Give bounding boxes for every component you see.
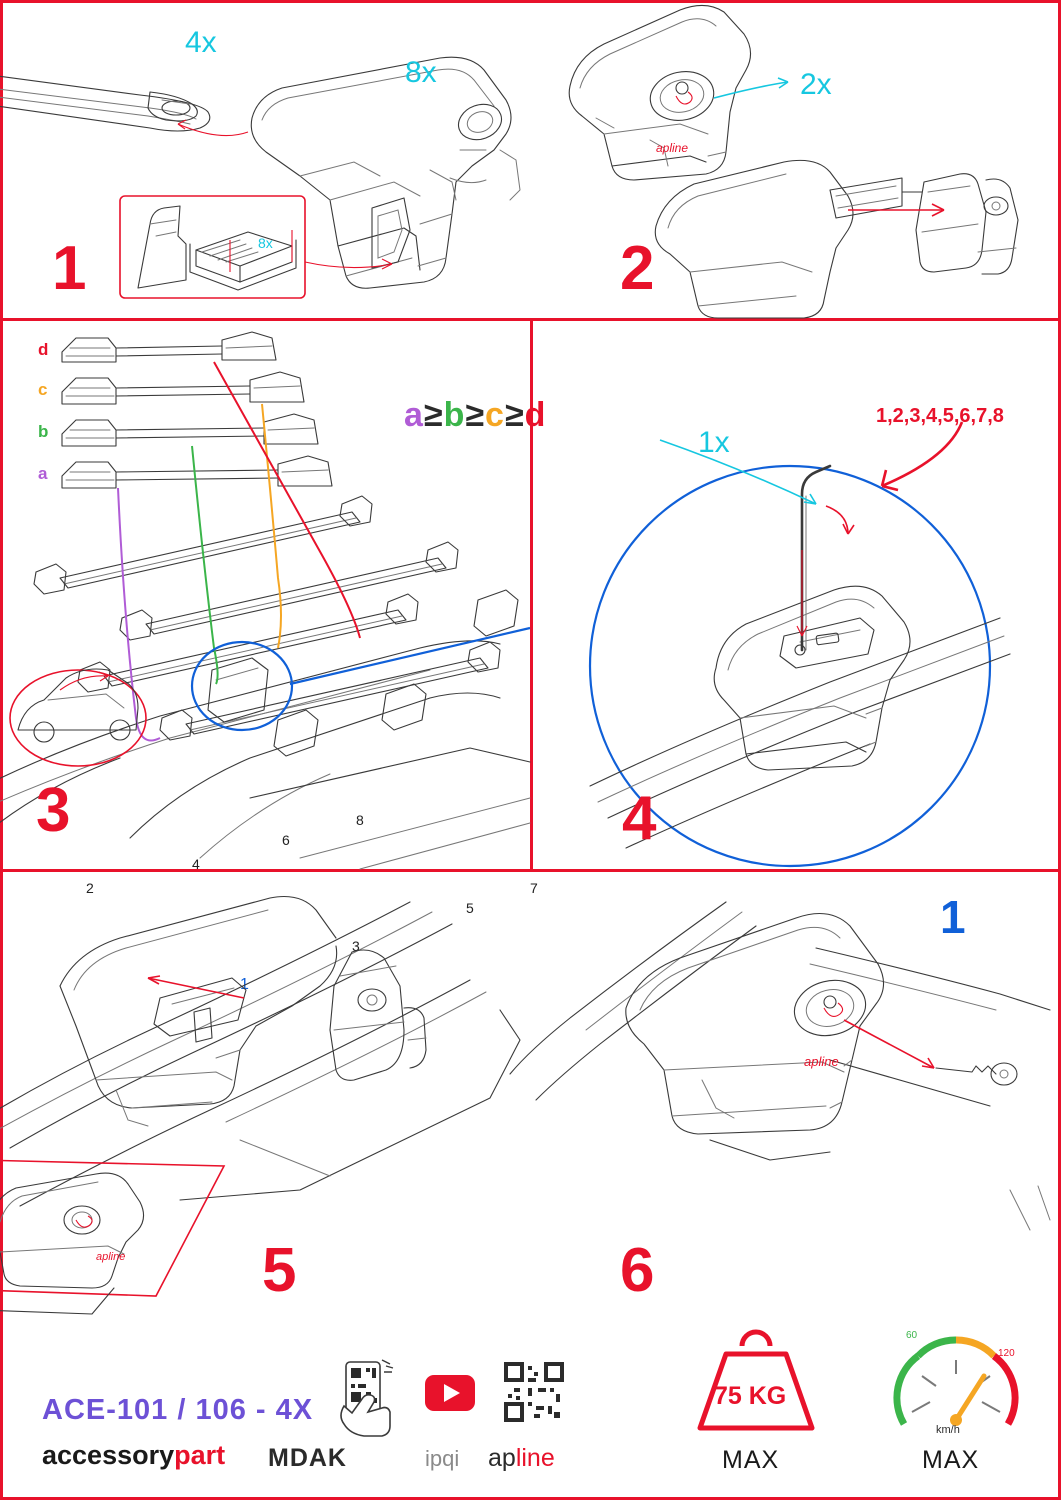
mdak-logo: MDAK xyxy=(268,1444,347,1472)
apline-logo xyxy=(488,1444,555,1473)
quantity-8x: 8x xyxy=(405,56,437,89)
ineq-d: d xyxy=(524,396,547,434)
ineq-a: a xyxy=(404,396,424,434)
position-number-4: 4 xyxy=(192,856,200,872)
step-number-5: 5 xyxy=(262,1236,297,1305)
ineq-ge-2: ≥ xyxy=(465,396,486,434)
speed-unit-label: km/h xyxy=(936,1424,960,1436)
step-4-callout-number: 1 xyxy=(940,891,966,943)
svg-text:apline: apline xyxy=(804,1054,839,1069)
quantity-8x-detail: 8x xyxy=(258,235,273,251)
ipqi-logo: ipqi xyxy=(425,1446,460,1471)
position-number-3: 3 xyxy=(352,938,360,954)
step-2-illustration xyxy=(530,0,1061,318)
step-number-6: 6 xyxy=(620,1236,655,1305)
svg-text:apline: apline xyxy=(96,1251,126,1263)
seq-text: 1,2,3,4,5,6,7,8 xyxy=(876,405,1004,427)
quantity-1x: 1x xyxy=(698,426,730,459)
pad-label-d: d xyxy=(38,340,49,359)
pad-label-b: b xyxy=(38,422,49,441)
product-code: ACE-101 / 106 - 4X xyxy=(42,1394,314,1426)
speed-limit-caption: MAX xyxy=(922,1446,980,1474)
ineq-ge-1: ≥ xyxy=(423,396,444,434)
separator-2 xyxy=(0,869,1061,872)
pad-label-c: c xyxy=(38,380,48,399)
position-number-8: 8 xyxy=(356,812,364,828)
ineq-ge-3: ≥ xyxy=(504,396,525,434)
step-6-illustration xyxy=(530,890,1061,1270)
step-number-4: 4 xyxy=(622,784,657,853)
apline-logo-ap: ap xyxy=(488,1444,516,1472)
youtube-icon[interactable] xyxy=(424,1374,476,1412)
step-number-3: 3 xyxy=(36,776,71,845)
brand-accessorypart xyxy=(42,1440,225,1471)
apline-logo-line: line xyxy=(515,1444,555,1472)
brand-part-part: part xyxy=(174,1440,226,1470)
gauge-max-label: 120 xyxy=(998,1348,1015,1359)
weight-limit-caption: MAX xyxy=(722,1446,780,1474)
installation-sequence xyxy=(876,405,1004,428)
pad-label-a: a xyxy=(38,464,48,483)
step-number-1: 1 xyxy=(52,234,87,303)
position-number-5: 5 xyxy=(466,900,474,916)
ineq-b: b xyxy=(443,396,466,434)
gauge-min-label: 60 xyxy=(906,1330,918,1341)
step-number-2: 2 xyxy=(620,234,655,303)
quantity-2x: 2x xyxy=(800,68,832,101)
position-number-7: 7 xyxy=(530,880,538,896)
svg-text:apline: apline xyxy=(656,141,689,155)
brand-part-accessory: accessory xyxy=(42,1440,175,1470)
position-number-6: 6 xyxy=(282,832,290,848)
position-number-1: 1 xyxy=(240,976,249,993)
position-number-2: 2 xyxy=(86,880,94,896)
step-4-illustration xyxy=(530,318,1061,869)
weight-limit-value: 75 KG xyxy=(714,1382,787,1410)
qr-code-icon[interactable] xyxy=(504,1362,564,1422)
inequality-expression xyxy=(404,396,546,435)
quantity-4x: 4x xyxy=(185,26,217,59)
qr-hand-icon xyxy=(336,1358,406,1438)
ineq-c: c xyxy=(485,396,505,434)
